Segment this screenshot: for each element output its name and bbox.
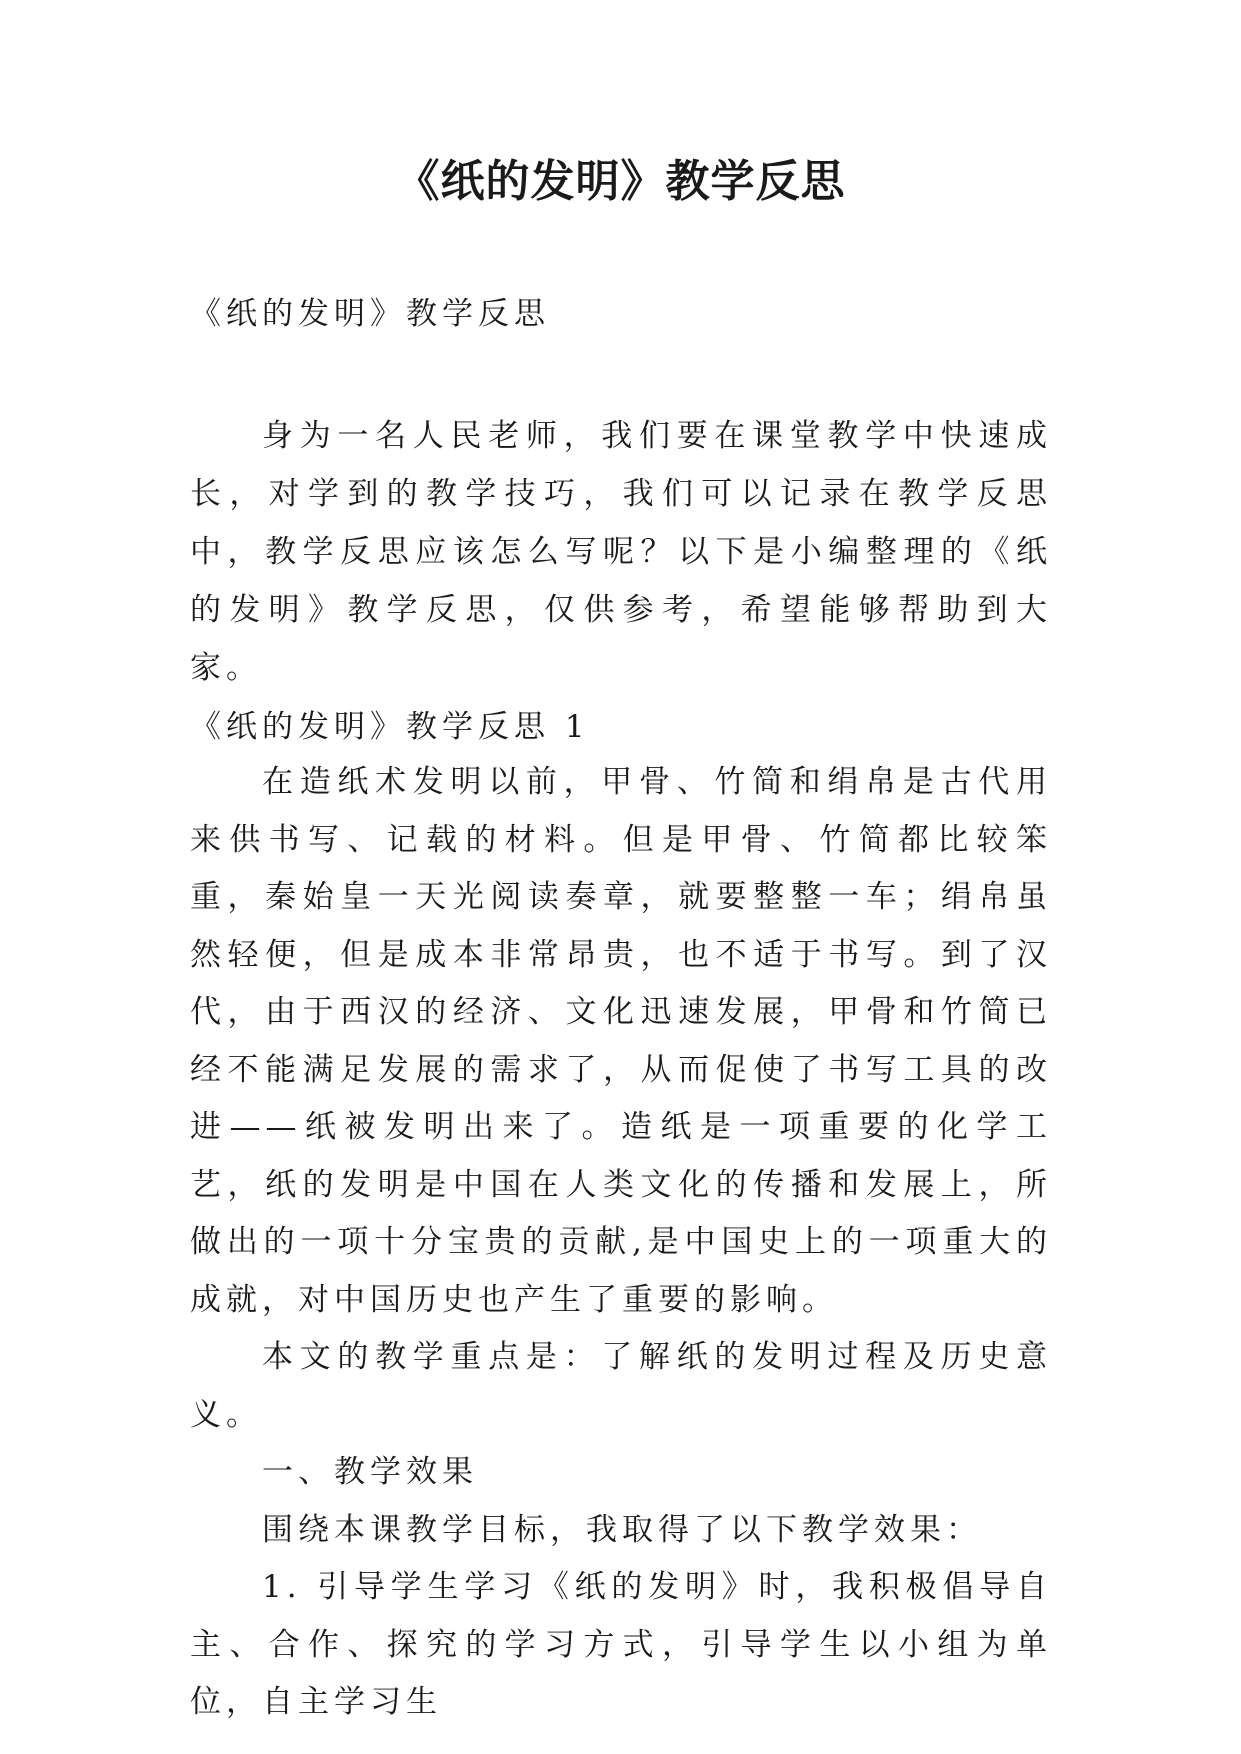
content-paragraph-history: 在造纸术发明以前，甲骨、竹简和绢帛是古代用来供书写、记载的材料。但是甲骨、竹简都比较笨重，秦始皇一天光阅读奏章，就要整整一车；绢帛虽然轻便，但是成本非常昂贵，也不适于书写。到了汉代，由于西汉的经济、文化迅速发展，甲骨和竹简已经不能满足发展的需求了，从而促使了书写工具的改进——纸被发明出来了。造纸是一项重要的化学工艺，纸的发明是中国在人类文化的传播和发展上，所做出的一项十分宝贵的贡献,是中国史上的一项重大的成就，对中国历史也产生了重要的影响。 [190, 764, 1052, 1318]
content-paragraph-point-1: 1. 引导学生学习《纸的发明》时，我积极倡导自主、合作、探究的学习方式，引导学生以小组为单位，自主学习生 [190, 1569, 1052, 1720]
content-paragraph-focus: 本文的教学重点是：了解纸的发明过程及历史意义。 [190, 1339, 1052, 1433]
document-subtitle: 《纸的发明》教学反思 [190, 296, 550, 332]
content-heading-effect: 一、教学效果 [262, 1454, 478, 1490]
content-paragraph-effect-intro: 围绕本课教学目标，我取得了以下教学效果： [262, 1511, 982, 1548]
document-title: 《纸的发明》教学反思 [395, 156, 846, 207]
intro-paragraph: 身为一名人民老师，我们要在课堂教学中快速成长，对学到的教学技巧，我们可以记录在教学反思中，教学反思应该怎么写呢？以下是小编整理的《纸的发明》教学反思，仅供参考，希望能够帮助到大家。 [190, 418, 1052, 686]
section-content [190, 754, 1052, 1732]
section-heading: 《纸的发明》教学反思 1 [190, 709, 590, 745]
